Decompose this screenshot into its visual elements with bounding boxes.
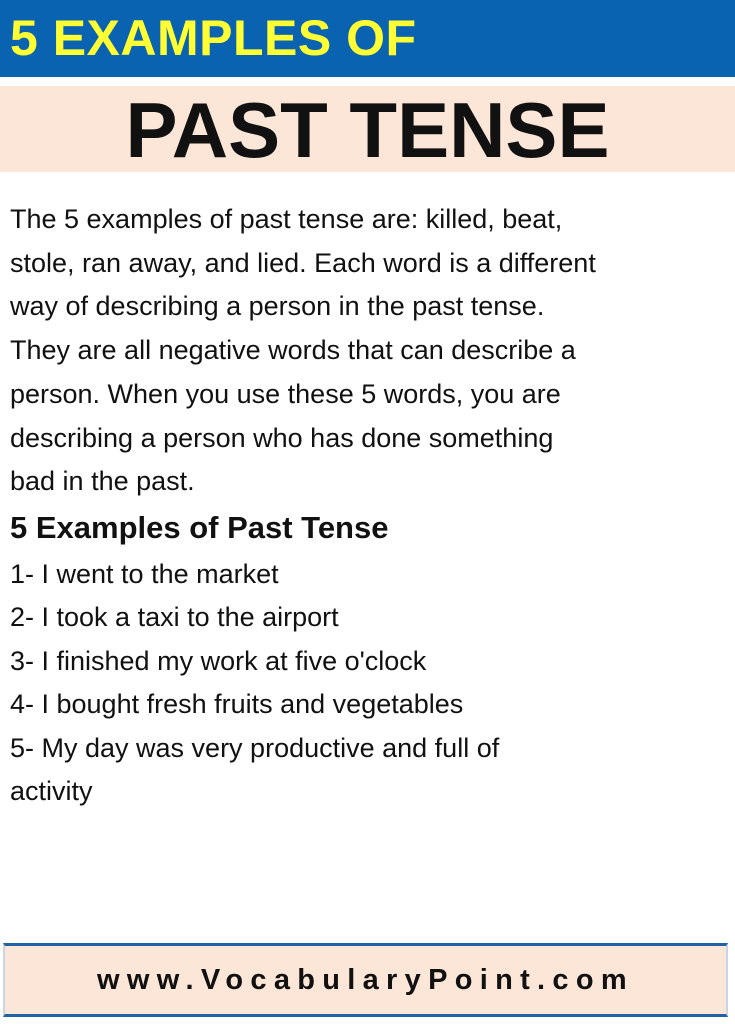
top-label: 5 EXAMPLES OF [10, 10, 417, 66]
example-line: 5- My day was very productive and full of [10, 732, 500, 763]
intro-line: bad in the past. [10, 466, 195, 497]
example-line: 3- I finished my work at five o'clock [10, 645, 427, 676]
example-line: activity [10, 776, 93, 807]
example-item [10, 596, 730, 639]
top-banner [0, 0, 735, 77]
footer-url: www.VocabularyPoint.com [97, 964, 634, 996]
page-title: PAST TENSE [125, 86, 610, 174]
example-item [10, 553, 730, 596]
example-item [10, 727, 730, 814]
examples-list [10, 553, 730, 813]
intro-line: person. When you use these 5 words, you are [10, 378, 561, 409]
example-line: 2- I took a taxi to the airport [10, 602, 339, 633]
examples-heading: 5 Examples of Past Tense [10, 510, 389, 545]
intro-line: stole, ran away, and lied. Each word is a different [10, 247, 596, 278]
example-item [10, 640, 730, 683]
example-line: 1- I went to the market [10, 559, 279, 589]
intro-line: The 5 examples of past tense are: killed, beat, [10, 204, 563, 234]
intro-line: describing a person who has done something [10, 422, 554, 453]
intro-paragraph [10, 198, 730, 504]
intro-line: They are all negative words that can describe a [10, 335, 576, 366]
title-band [0, 86, 735, 172]
intro-line: way of describing a person in the past tense. [10, 291, 545, 322]
example-line: 4- I bought fresh fruits and vegetables [10, 689, 464, 720]
footer-box [3, 943, 728, 1017]
example-item [10, 683, 730, 726]
